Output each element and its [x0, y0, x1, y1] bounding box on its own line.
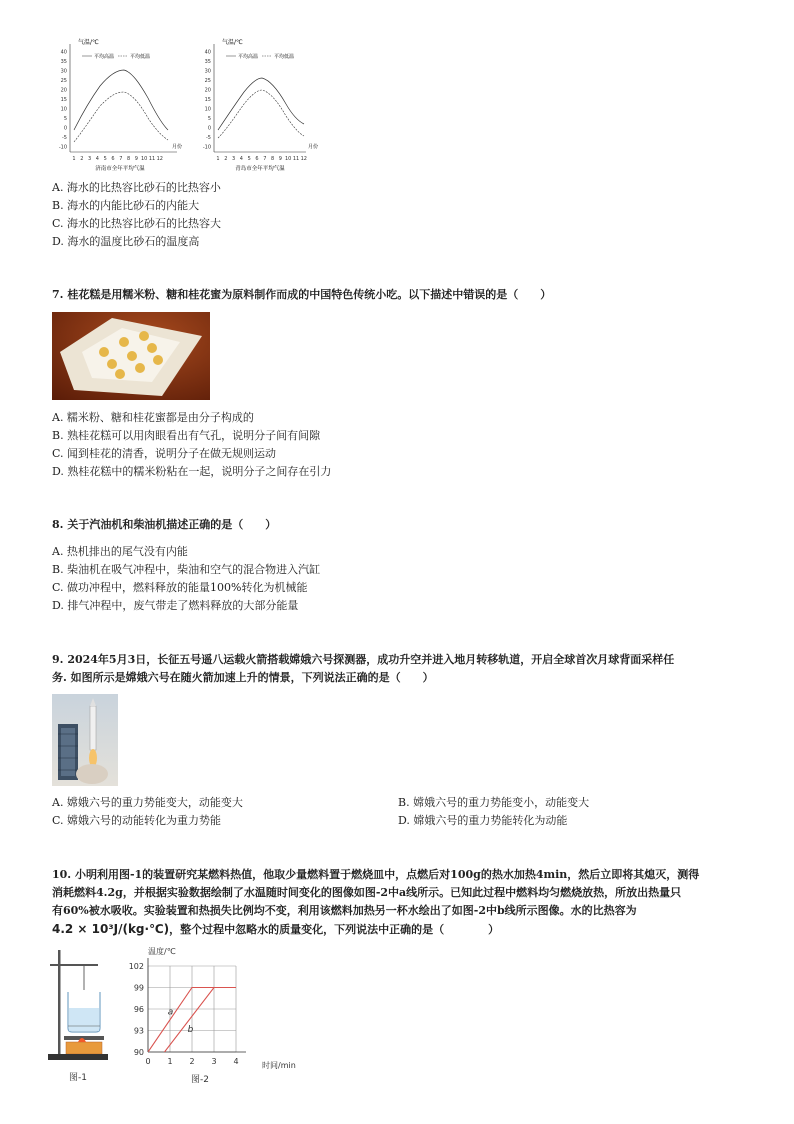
q8-option-b[interactable]: B. 柴油机在吸气冲程中，柴油和空气的混合物进入汽缸 [52, 563, 321, 576]
y-tick-label: 10 [204, 106, 211, 113]
x-tick-label: 11 [292, 156, 300, 162]
x-tick-label: 4 [239, 156, 243, 162]
q8-stem: 8. 关于汽油机和柴油机描述正确的是（ ） [52, 518, 277, 531]
x-tick-label: 6 [111, 156, 115, 162]
q9-option-d[interactable]: D. 嫦娥六号的重力势能转化为动能 [398, 814, 568, 827]
y-tick-label: 40 [204, 49, 211, 56]
q10-stem-rest: ，整个过程中忽略水的质量变化，下列说法中正确的是（ ） [169, 923, 500, 936]
x-tick-label: 12 [300, 156, 307, 162]
q7-option-d[interactable]: D. 熟桂花糕中的糯米粉粘在一起，说明分子之间存在引力 [52, 465, 332, 478]
y-tick-label: 102 [128, 962, 144, 971]
q6-chart-jinan [52, 34, 192, 174]
x-tick-label: 12 [156, 156, 163, 162]
chart-xlabel: 月份 [172, 144, 183, 150]
x-tick-label: 9 [134, 156, 138, 162]
rocket-launch-photo [52, 694, 118, 786]
y-tick-label: 99 [133, 983, 144, 993]
fig1-apparatus [44, 946, 114, 1086]
chart-caption: 济南市全年平均气温 [95, 166, 145, 172]
chart-ylabel: 温度/℃ [148, 947, 176, 956]
y-tick-label: 5 [207, 116, 211, 122]
q7-option-a[interactable]: A. 糯米粉、糖和桂花蜜都是由分子构成的 [52, 411, 254, 424]
legend-high: 平均高温 [238, 54, 259, 60]
series-label-a: a [167, 1007, 174, 1018]
chart-caption: 青岛市全年平均气温 [235, 166, 285, 172]
q6-option-b[interactable]: B. 海水的内能比砂石的内能大 [52, 199, 200, 212]
y-tick-label: -5 [62, 135, 67, 141]
x-tick-label: 2 [224, 156, 228, 162]
y-tick-label: 25 [60, 78, 67, 84]
legend-low: 平均低温 [274, 54, 295, 60]
q8-option-c[interactable]: C. 做功冲程中，燃料释放的能量100%转化为机械能 [52, 581, 308, 594]
y-tick-label: 30 [60, 68, 67, 75]
x-tick-label: 8 [127, 156, 131, 162]
series-label-b: b [187, 1024, 194, 1035]
y-tick-label: -5 [206, 135, 211, 141]
chart-xlabel: 时间/min [262, 1061, 296, 1070]
y-tick-label: -10 [202, 144, 211, 151]
x-tick-label: 11 [148, 156, 156, 162]
low-temp-line [218, 90, 304, 138]
x-tick-label: 5 [247, 156, 251, 162]
q10-stem-line1: 10. 小明利用图-1的装置研究某燃料热值，他取少量燃料置于燃烧皿中，点燃后对100g的热水加热4min，然后立即将其熄灭，测得 [52, 868, 700, 881]
x-tick-label: 8 [271, 156, 275, 162]
x-tick-label: 7 [119, 156, 123, 162]
y-tick-label: 15 [204, 97, 211, 103]
q7-stem: 7. 桂花糕是用糯米粉、糖和桂花蜜为原料制作而成的中国特色传统小吃。以下描述中错误的是（ ） [52, 288, 552, 301]
y-tick-label: 20 [204, 87, 211, 94]
y-tick-label: 0 [63, 125, 67, 132]
y-tick-label: 30 [204, 68, 211, 75]
x-tick-label: 4 [233, 1057, 239, 1066]
y-tick-label: 15 [60, 97, 67, 103]
q6-chart-qingdao [196, 34, 336, 174]
x-tick-label: 3 [211, 1057, 217, 1066]
q10-stem-line3: 有60%被水吸收。实验装置和热损失比例均不变，利用该燃料加热另一杯水绘出了如图-2中b线所示图像。水的比热容为 [52, 904, 637, 917]
x-tick-label: 1 [167, 1057, 173, 1066]
x-tick-label: 1 [216, 156, 220, 162]
x-tick-label: 4 [95, 156, 99, 162]
chart-ylabel: 气温/℃ [222, 39, 243, 46]
y-tick-label: -10 [58, 144, 67, 151]
legend-low: 平均低温 [130, 54, 151, 60]
q6-option-c[interactable]: C. 海水的比热容比砂石的比热容大 [52, 217, 222, 230]
y-tick-label: 40 [60, 49, 67, 56]
q9-option-a[interactable]: A. 嫦娥六号的重力势能变大，动能变大 [52, 796, 243, 809]
x-tick-label: 10 [141, 156, 148, 162]
y-tick-label: 0 [207, 125, 211, 132]
x-tick-label: 6 [255, 156, 259, 162]
q9-stem-line2: 务. 如图所示是嫦娥六号在随火箭加速上升的情景，下列说法正确的是（ ） [52, 671, 434, 684]
y-tick-label: 25 [204, 78, 211, 84]
x-tick-label: 3 [88, 156, 92, 162]
y-tick-label: 10 [60, 106, 67, 113]
x-tick-label: 2 [189, 1057, 195, 1066]
y-tick-label: 93 [133, 1026, 144, 1036]
x-tick-label: 10 [285, 156, 292, 162]
q10-stem-line4 [52, 918, 499, 941]
chart-xlabel: 月份 [308, 144, 319, 150]
q7-option-c[interactable]: C. 闻到桂花的清香，说明分子在做无规则运动 [52, 447, 277, 460]
fig1-caption: 图-1 [69, 1073, 87, 1083]
x-tick-label: 0 [145, 1057, 151, 1066]
y-tick-label: 90 [133, 1048, 144, 1057]
chart-ylabel: 气温/℃ [78, 39, 99, 46]
q7-option-b[interactable]: B. 熟桂花糕可以用肉眼看出有气孔，说明分子间有间隙 [52, 429, 321, 442]
q9-option-b[interactable]: B. 嫦娥六号的重力势能变小，动能变大 [398, 796, 590, 809]
q8-option-d[interactable]: D. 排气冲程中，废气带走了燃料释放的大部分能量 [52, 599, 299, 612]
y-tick-label: 35 [204, 59, 211, 65]
low-temp-line [74, 92, 168, 142]
y-tick-label: 96 [133, 1005, 144, 1014]
x-tick-label: 2 [80, 156, 84, 162]
legend-high: 平均高温 [94, 54, 115, 60]
q9-option-c[interactable]: C. 嫦娥六号的动能转化为重力势能 [52, 814, 222, 827]
q6-option-d[interactable]: D. 海水的温度比砂石的温度高 [52, 235, 200, 248]
x-tick-label: 5 [103, 156, 107, 162]
q10-stem-line2: 消耗燃料4.2g，并根据实验数据绘制了水温随时间变化的图像如图-2中a线所示。已知此过程中燃料均匀燃烧放热，所放出热量只 [52, 886, 682, 899]
high-temp-line [74, 70, 168, 130]
fig2-temperature-chart [118, 944, 298, 1086]
y-tick-label: 5 [63, 116, 67, 122]
x-tick-label: 7 [263, 156, 267, 162]
y-tick-label: 35 [60, 59, 67, 65]
specific-heat-formula: 4.2 × 10³J/(kg·℃) [52, 922, 170, 936]
q8-option-a[interactable]: A. 热机排出的尾气没有内能 [52, 545, 188, 558]
x-tick-label: 1 [72, 156, 76, 162]
fig2-caption: 图-2 [191, 1075, 209, 1085]
x-tick-label: 3 [232, 156, 236, 162]
q6-option-a[interactable]: A. 海水的比热容比砂石的比热容小 [52, 181, 221, 194]
osmanthus-cake-photo [52, 312, 210, 400]
y-tick-label: 20 [60, 87, 67, 94]
q9-stem-line1: 9. 2024年5月3日，长征五号遥八运载火箭搭载嫦娥六号探测器，成功升空并进入地月转移轨道，开启全球首次月球背面采样任 [52, 653, 675, 666]
x-tick-label: 9 [278, 156, 282, 162]
